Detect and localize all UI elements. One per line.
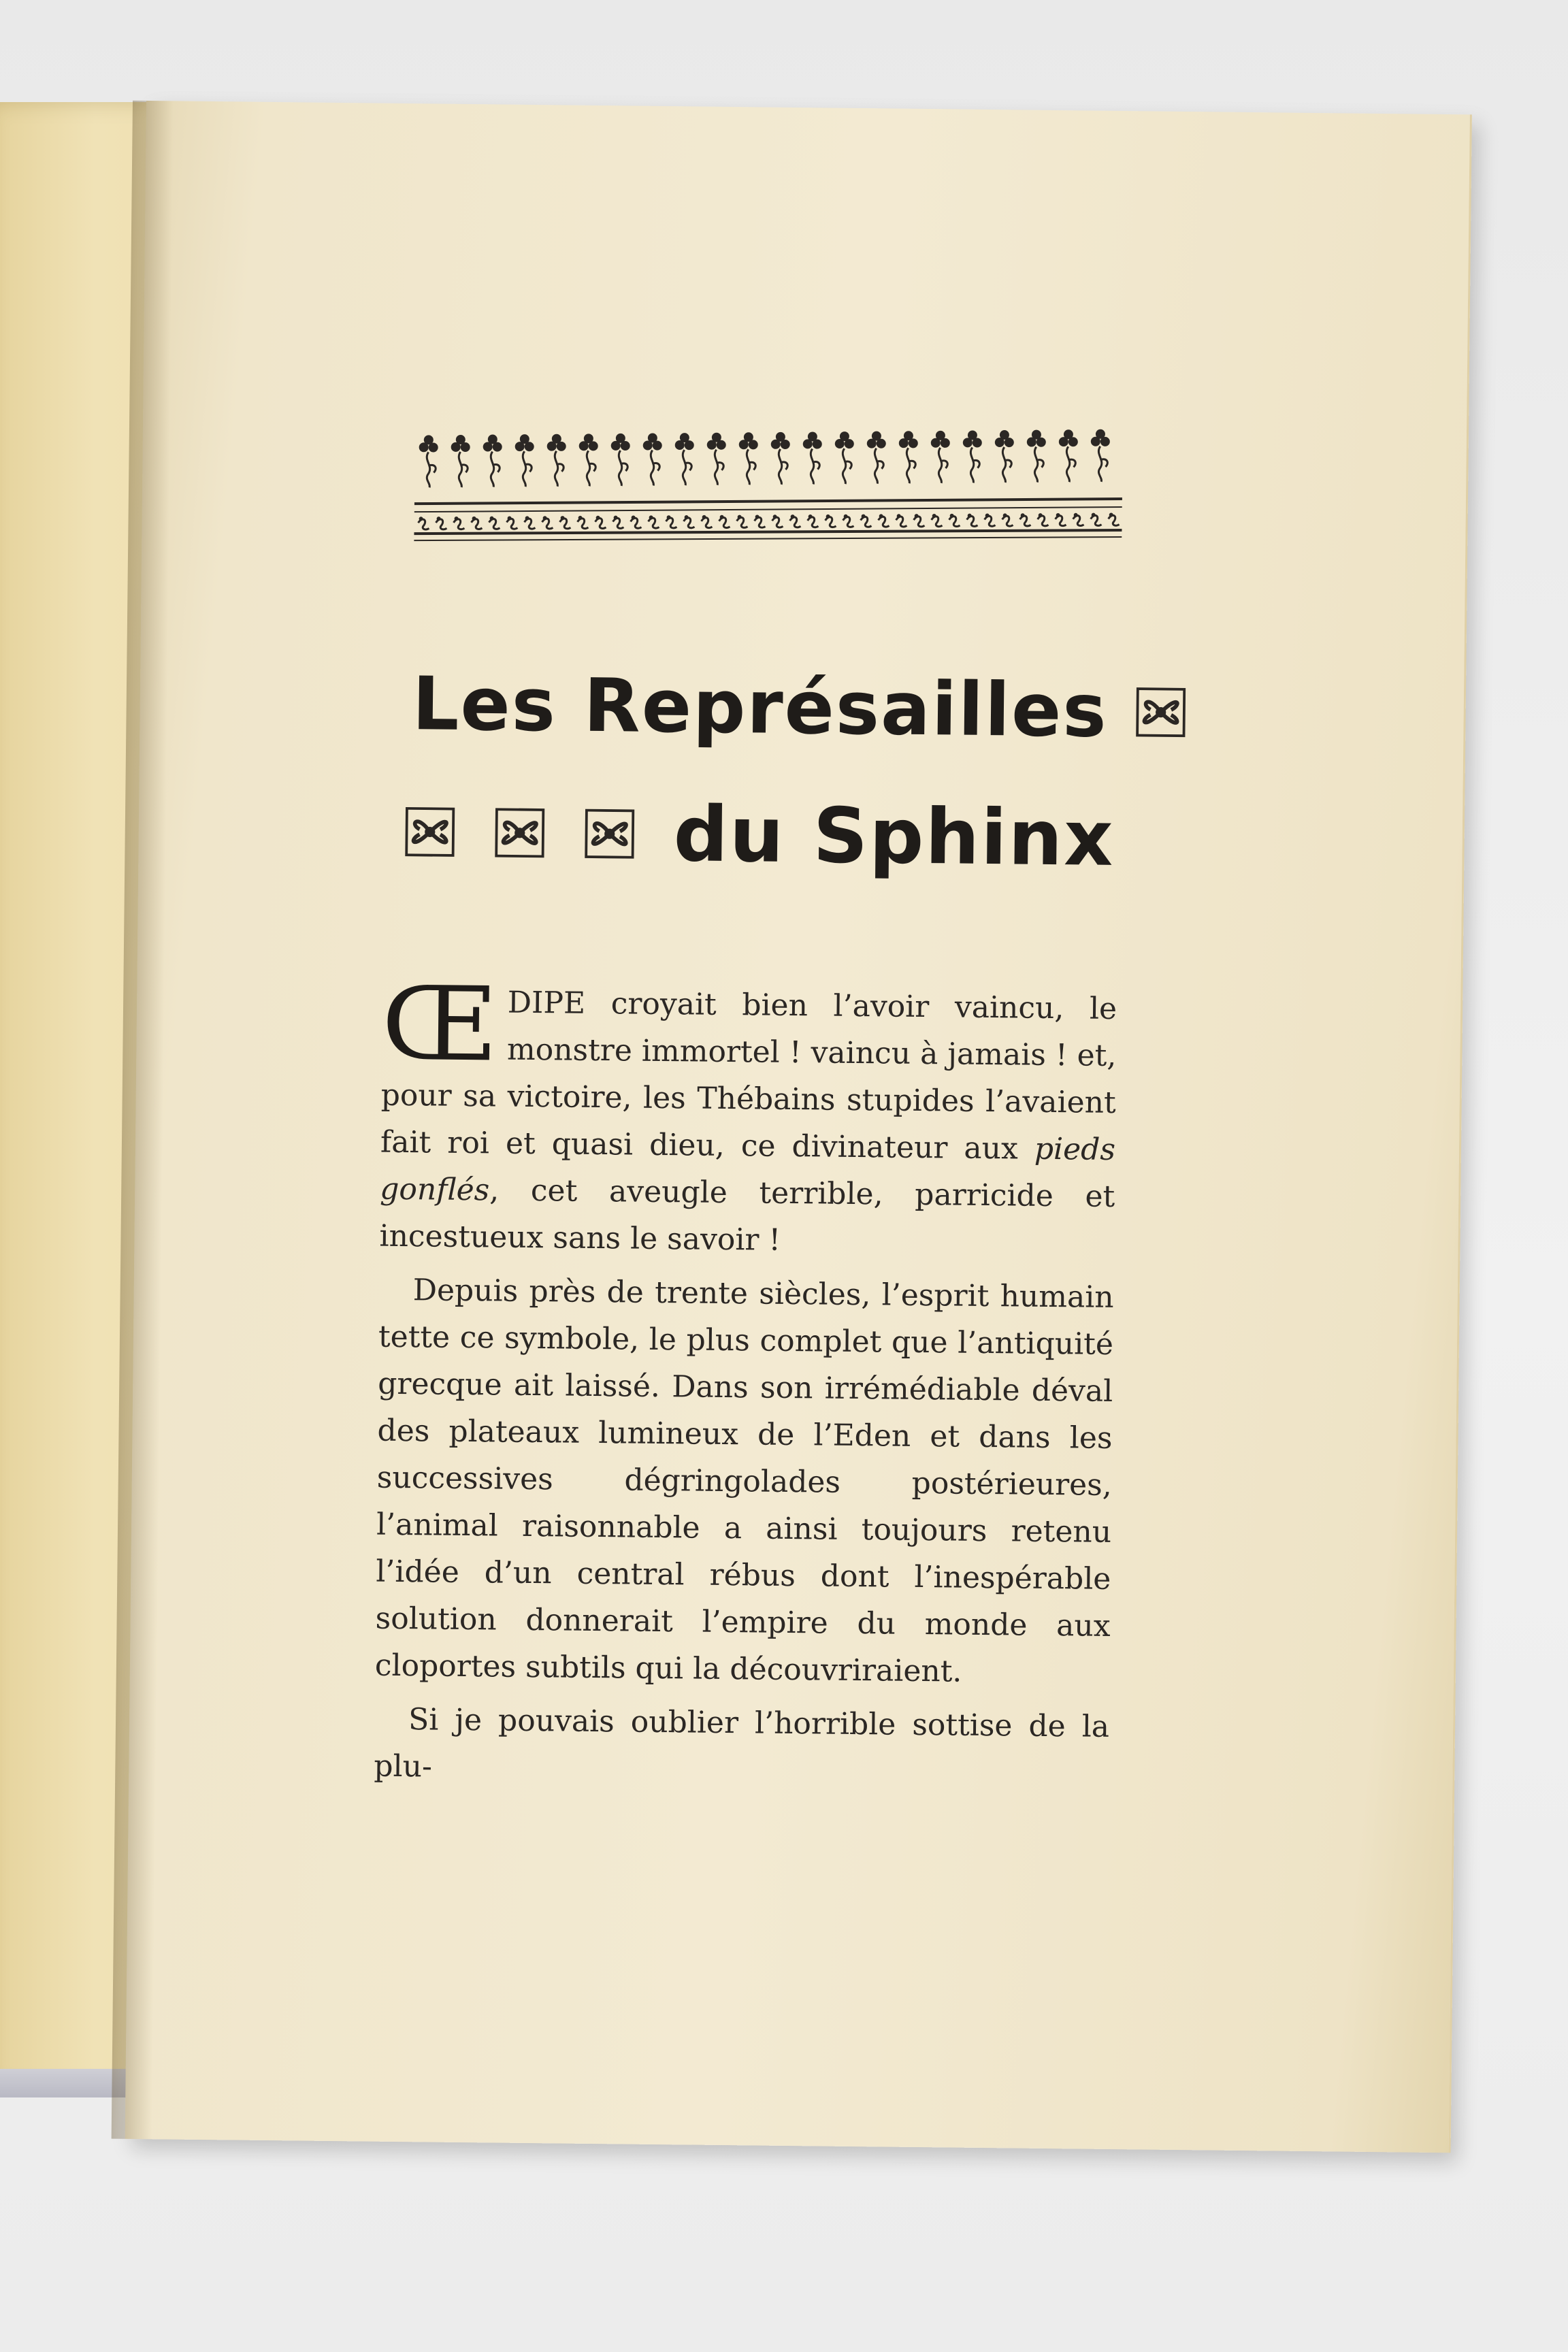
title-text-2: du Sphinx — [673, 790, 1115, 883]
frieze-mini-motif — [595, 516, 606, 529]
frieze-mini-motif — [648, 515, 659, 528]
frieze-mini-motif — [453, 517, 464, 529]
paragraph-1 — [379, 964, 1117, 1267]
frieze-mini-motif — [471, 517, 482, 529]
frieze-mini-motif — [506, 516, 517, 529]
paragraph-1-text-a: DIPE croyait bien l’avoir vaincu, le monstre immortel ! vaincu à jamais ! et, pour sa victoire, les Thébains stupides l’avaient fait roi et quasi dieu, ce divinateur aux — [380, 985, 1117, 1166]
frieze-motif — [962, 430, 982, 483]
frieze-mini-motif — [896, 514, 907, 527]
title-text-1: Les Représailles — [412, 662, 1109, 754]
frieze-mini-motif — [879, 514, 889, 527]
frieze-motif — [834, 431, 854, 484]
frieze-mini-motif — [1038, 513, 1049, 526]
frieze-mini-motif — [1109, 512, 1120, 525]
frieze-motif — [642, 433, 662, 485]
frieze-mini-motif — [914, 514, 925, 527]
frieze-motif — [1058, 429, 1078, 482]
frieze-mini-motif — [1056, 513, 1066, 526]
frieze-motif — [770, 432, 790, 485]
frieze-mini-motif — [683, 515, 694, 528]
frieze-motif — [610, 434, 630, 486]
book-page — [125, 101, 1472, 2153]
chapter-title-line-2 — [404, 787, 1269, 885]
paragraph-2: Depuis près de trente siècles, l’esprit humain tette ce symbole, le plus complet que l’antiquité grecque ait laissé. Dans son irrémédiable déval des plateaux lumineux de l’Eden et dans les successives dégringolades postérieures, l’animal raisonnable a ainsi toujours retenu l’idée d’un central rébus dont l’inespérable solution donnerait l’empire du monde aux cloportes subtils qui la découvriraient. — [374, 1273, 1114, 1689]
frieze-mini-motif — [418, 517, 429, 529]
paragraph-1-italic: pieds gonflés — [380, 1131, 1116, 1208]
frieze-mini-motif — [630, 515, 641, 528]
paragraph-1-text-b: , cet aveugle terrible, parricide et incestueux sans le savoir ! — [379, 1173, 1115, 1258]
frieze-mini-motif — [524, 516, 535, 529]
frieze-mini-motif — [861, 514, 872, 527]
frieze-motif — [802, 431, 822, 484]
frieze-motif — [514, 434, 534, 487]
paragraph-3: Si je pouvais oublier l’horrible sottise de la plu- — [374, 1702, 1110, 1784]
frieze-mini-motif — [789, 514, 800, 527]
floral-frieze-ornament — [414, 403, 1123, 553]
frieze-mini-motif — [843, 514, 853, 527]
fleuron-icon — [404, 806, 456, 858]
frieze-mini-motif — [949, 514, 960, 527]
frieze-mini-motif — [666, 515, 676, 528]
frieze-mini-motif — [542, 516, 553, 529]
frieze-mini-motif — [1020, 513, 1031, 526]
frieze-mini-motif — [825, 514, 836, 527]
frieze-motif — [994, 430, 1014, 483]
frieze-motif — [546, 434, 566, 487]
frieze-mini-motif — [436, 517, 446, 529]
frieze-motif — [419, 435, 438, 487]
frieze-mini-motif — [612, 516, 623, 529]
frieze-motif — [1026, 429, 1046, 482]
frieze-mini-motif — [967, 514, 978, 527]
frieze-mini-motif — [985, 513, 996, 526]
frieze-motif — [578, 434, 598, 486]
chapter-title-line-1 — [412, 662, 1270, 755]
frieze-mini-motif — [807, 514, 818, 527]
drop-cap: Œ — [380, 964, 499, 1085]
frieze-motif — [898, 431, 918, 483]
frieze-mini-motif — [559, 516, 570, 529]
fleuron-icon — [1134, 686, 1187, 738]
frieze-mini-motif — [932, 514, 943, 527]
frieze-mini-motif — [736, 515, 747, 528]
fleuron-icon — [583, 808, 636, 860]
frieze-mini-motif — [772, 514, 783, 527]
body-text — [374, 964, 1117, 1797]
fleuron-icon — [493, 806, 546, 859]
frieze-mini-motif — [754, 514, 765, 527]
frieze-motif — [866, 431, 886, 484]
page-content — [374, 403, 1273, 1806]
frieze-motif — [451, 435, 470, 487]
frieze-mini-motif — [719, 515, 730, 528]
frieze-motif — [1090, 429, 1110, 482]
frieze-motif — [930, 431, 950, 483]
frieze-motif — [674, 433, 694, 485]
frieze-mini-motif — [577, 516, 588, 529]
frieze-mini-motif — [1002, 513, 1013, 526]
frieze-mini-motif — [701, 515, 712, 528]
frieze-mini-motif — [1091, 513, 1102, 526]
frieze-motif — [738, 432, 758, 485]
frieze-mini-motif — [1073, 513, 1084, 526]
frieze-motif — [483, 434, 502, 487]
frieze-motif — [706, 433, 726, 485]
frieze-mini-motif — [489, 517, 500, 529]
